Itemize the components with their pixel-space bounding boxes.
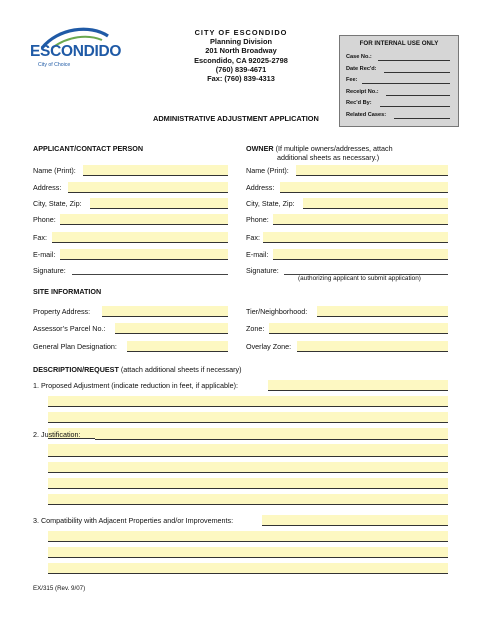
question-1-line[interactable]	[48, 396, 448, 407]
form-number: EX/315 (Rev. 9/07)	[33, 585, 86, 592]
owner-city-field[interactable]	[303, 198, 448, 209]
owner-address-label: Address:	[246, 183, 275, 192]
owner-email-label: E-mail:	[246, 250, 269, 259]
receipt-no-label: Receipt No.:	[346, 88, 379, 95]
question-2-line[interactable]	[48, 462, 448, 473]
description-heading-note: (attach additional sheets if necessary)	[120, 365, 242, 374]
street-address: 201 North Broadway	[205, 46, 277, 56]
date-recd-line[interactable]	[384, 72, 450, 73]
question-2-line-first[interactable]	[95, 429, 448, 440]
phone-number: (760) 839-4671	[215, 64, 267, 74]
parcel-no-field[interactable]	[115, 323, 228, 334]
form-title: ADMINISTRATIVE ADJUSTMENT APPLICATION	[153, 114, 319, 123]
applicant-signature-line[interactable]	[72, 274, 228, 275]
question-2-line[interactable]	[48, 446, 448, 457]
question-1-label: 1. Proposed Adjustment (indicate reduction in feet, if applicable):	[33, 381, 238, 390]
applicant-fax-label: Fax:	[33, 233, 47, 242]
recd-by-label: Rec'd By:	[346, 100, 372, 106]
owner-phone-label: Phone:	[246, 215, 269, 224]
question-1-line-first[interactable]	[268, 380, 448, 391]
applicant-phone-field[interactable]	[60, 214, 228, 225]
office-address-block	[166, 28, 316, 83]
tier-field[interactable]	[317, 306, 448, 317]
fax-number: Fax: (760) 839-4313	[207, 74, 275, 84]
city-state-zip: Escondido, CA 92025-2798	[194, 55, 288, 65]
question-2-line[interactable]	[48, 494, 448, 505]
applicant-address-label: Address:	[33, 183, 62, 192]
property-address-field[interactable]	[102, 306, 228, 317]
internal-use-title: FOR INTERNAL USE ONLY	[359, 40, 439, 47]
property-address-label: Property Address:	[33, 307, 91, 316]
case-no-label: Case No.:	[346, 54, 372, 60]
recd-by-line[interactable]	[380, 106, 450, 107]
owner-fax-label: Fax:	[246, 233, 260, 242]
owner-heading-block	[246, 145, 393, 152]
owner-name-label: Name (Print):	[246, 166, 289, 175]
related-cases-label: Related Cases:	[346, 111, 387, 118]
question-3-line[interactable]	[48, 547, 448, 558]
owner-fax-field[interactable]	[263, 232, 448, 243]
owner-name-field[interactable]	[296, 165, 448, 176]
logo-name: ESCONDIDO	[30, 43, 122, 60]
owner-note-1: (If multiple owners/addresses, attach	[275, 144, 393, 153]
owner-phone-field[interactable]	[273, 214, 448, 225]
owner-address-field[interactable]	[280, 182, 448, 193]
general-plan-field[interactable]	[127, 341, 228, 352]
case-no-line[interactable]	[378, 60, 450, 61]
city-logo	[28, 26, 128, 74]
receipt-no-line[interactable]	[386, 95, 450, 96]
applicant-city-field[interactable]	[90, 198, 228, 209]
question-3-line-first[interactable]	[262, 515, 448, 526]
owner-signature-label: Signature:	[246, 266, 279, 275]
description-heading-block	[33, 366, 242, 373]
general-plan-label: General Plan Designation:	[33, 342, 117, 351]
owner-email-field[interactable]	[273, 249, 448, 260]
fee-line[interactable]	[362, 83, 450, 84]
applicant-phone-label: Phone:	[33, 215, 56, 224]
question-1-line[interactable]	[48, 412, 448, 423]
applicant-signature-label: Signature:	[33, 266, 66, 275]
parcel-no-label: Assessor’s Parcel No.:	[33, 324, 106, 333]
applicant-city-label: City, State, Zip:	[33, 199, 82, 208]
city-name: CITY OF ESCONDIDO	[194, 28, 288, 37]
applicant-heading: APPLICANT/CONTACT PERSON	[33, 144, 144, 153]
owner-city-label: City, State, Zip:	[246, 199, 295, 208]
applicant-address-field[interactable]	[68, 182, 228, 193]
applicant-email-field[interactable]	[60, 249, 228, 260]
tier-label: Tier/Neighborhood:	[246, 307, 308, 316]
overlay-zone-field[interactable]	[297, 341, 448, 352]
description-heading: DESCRIPTION/REQUEST	[33, 365, 119, 374]
owner-note-2: additional sheets as necessary.)	[277, 153, 380, 162]
applicant-fax-field[interactable]	[52, 232, 228, 243]
applicant-email-label: E-mail:	[33, 250, 56, 259]
question-2-label: 2. Justification:	[33, 430, 81, 439]
question-3-line[interactable]	[48, 563, 448, 574]
date-recd-label: Date Rec'd:	[346, 65, 377, 72]
zone-label: Zone:	[246, 324, 265, 333]
applicant-name-field[interactable]	[83, 165, 228, 176]
question-3-line[interactable]	[48, 531, 448, 542]
division-name: Planning Division	[209, 37, 272, 47]
question-2-line[interactable]	[48, 478, 448, 489]
overlay-zone-label: Overlay Zone:	[246, 342, 292, 351]
related-cases-line[interactable]	[394, 118, 450, 119]
applicant-name-label: Name (Print):	[33, 166, 76, 175]
internal-use-box	[339, 35, 459, 127]
question-3-label: 3. Compatibility with Adjacent Properties and/or Improvements:	[33, 516, 234, 525]
site-heading: SITE INFORMATION	[33, 287, 102, 296]
owner-signature-note: (authorizing applicant to submit application)	[298, 275, 421, 282]
logo-tagline: City of Choice	[38, 62, 71, 68]
fee-label: Fee:	[346, 77, 358, 83]
zone-field[interactable]	[269, 323, 448, 334]
owner-heading: OWNER	[246, 144, 274, 153]
